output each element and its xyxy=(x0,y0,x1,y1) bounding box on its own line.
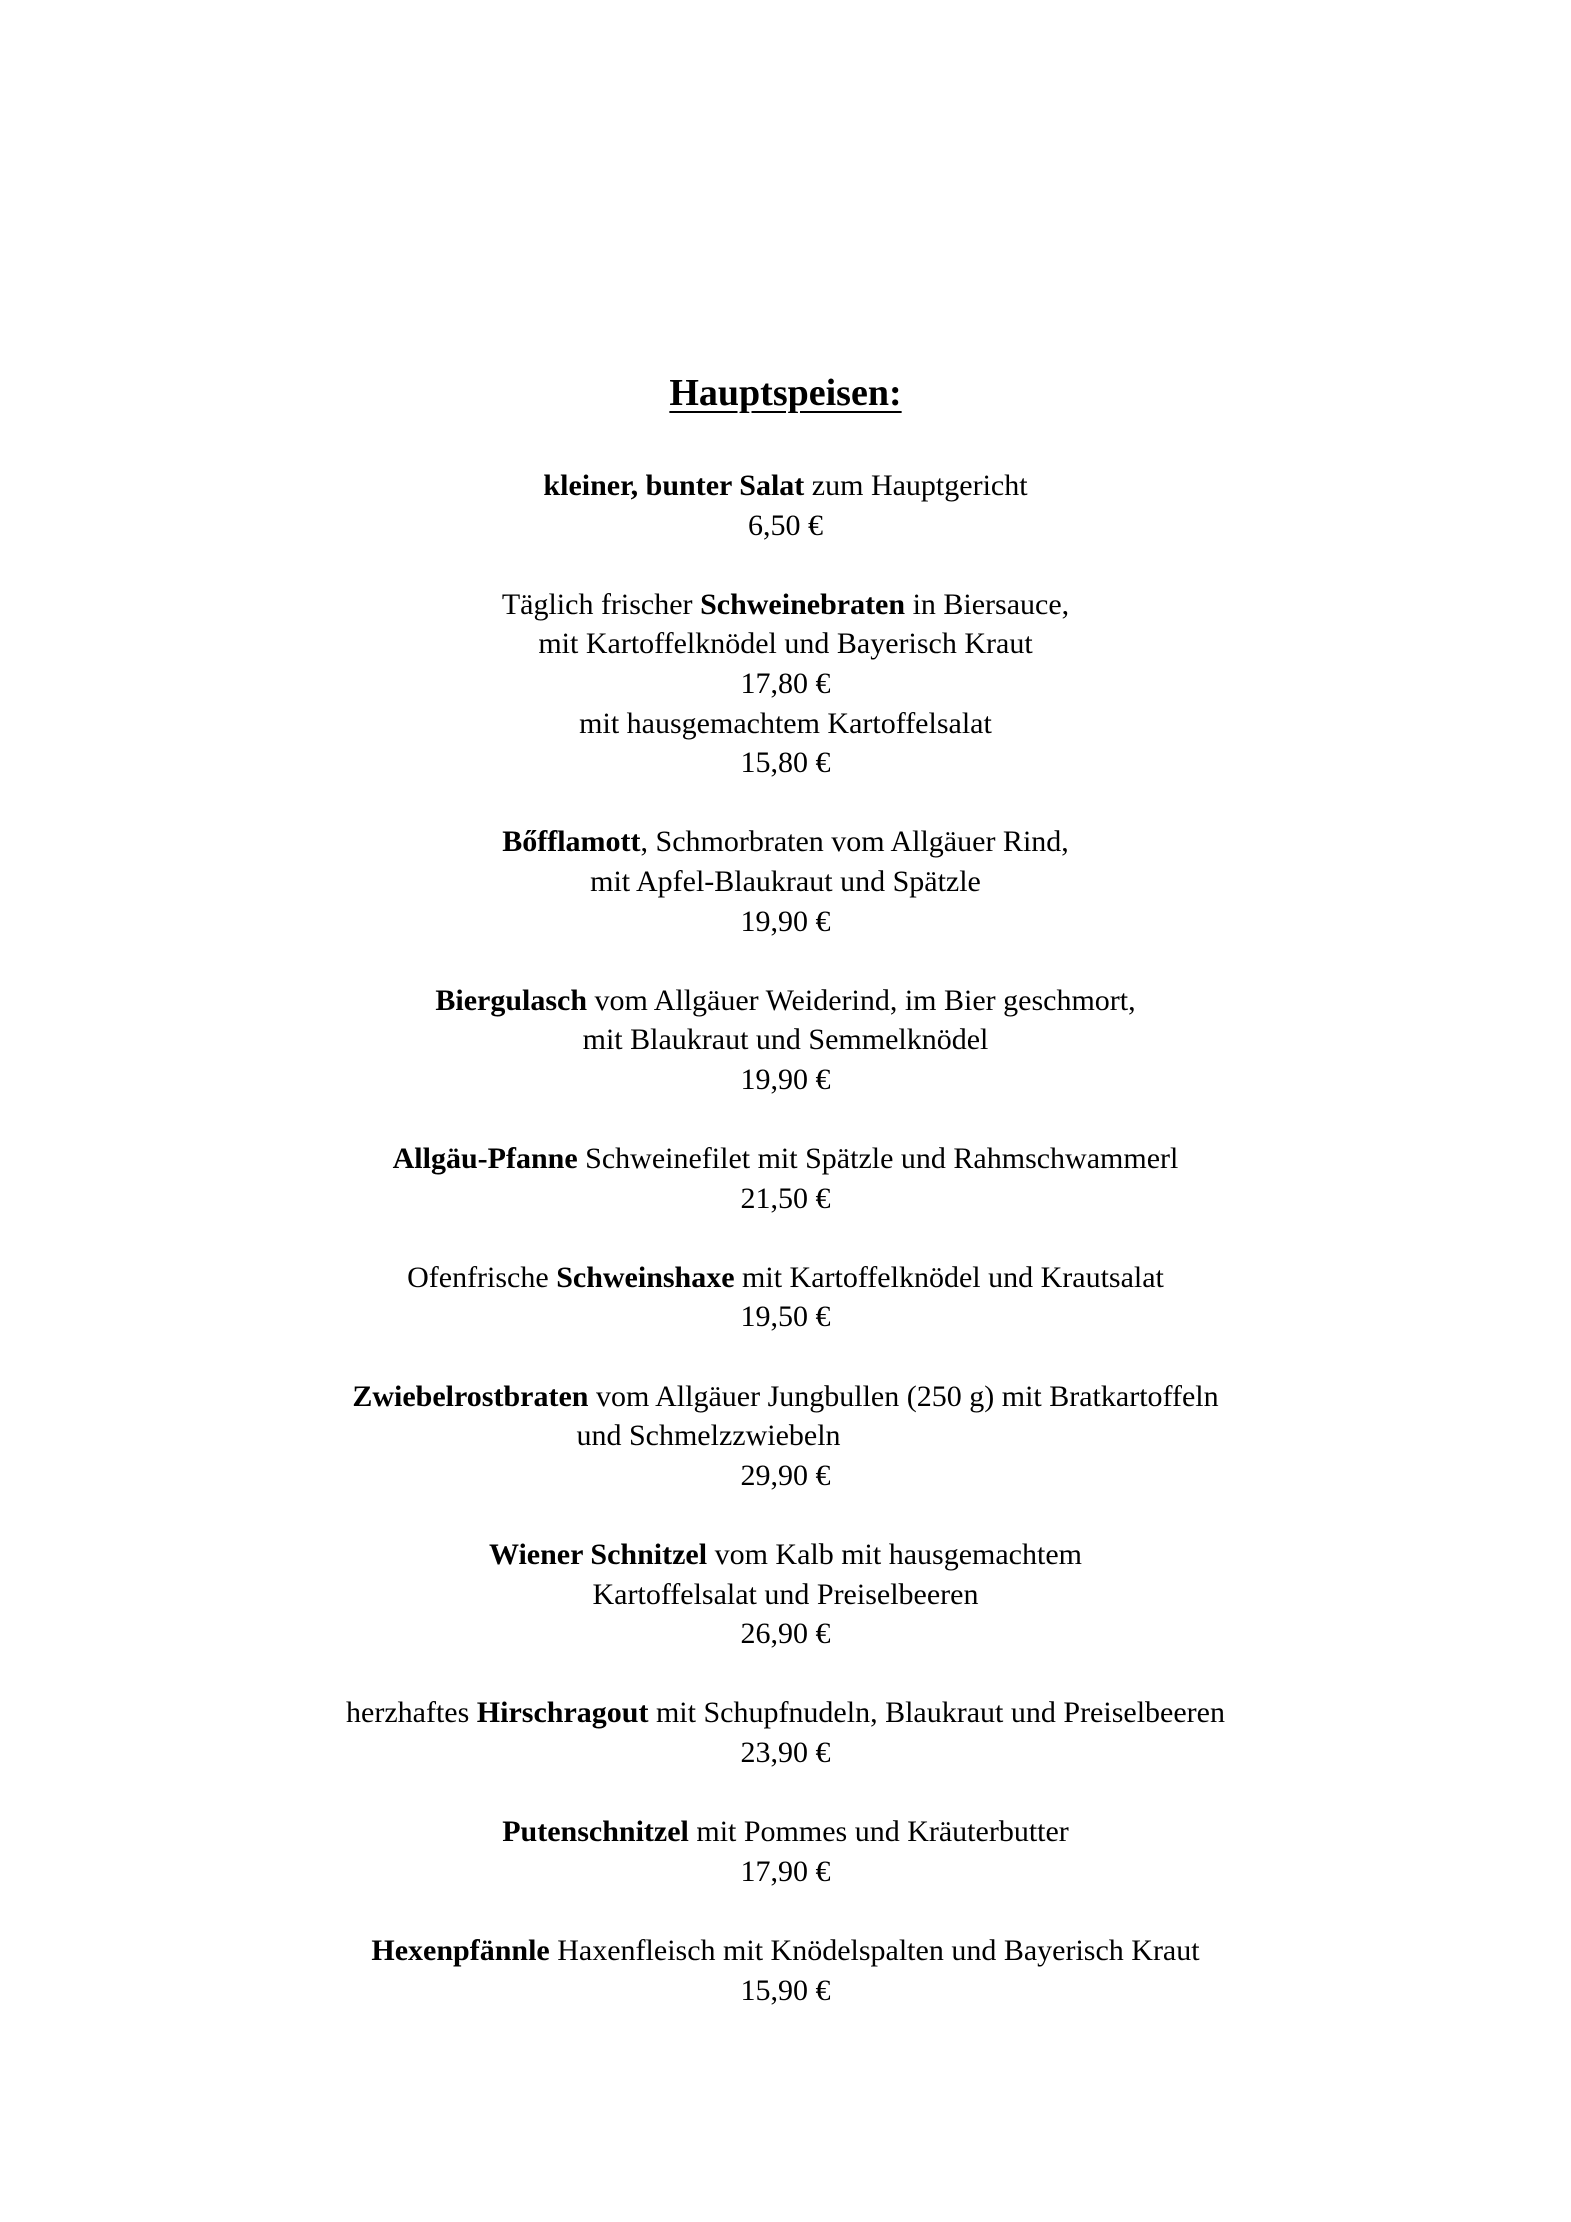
menu-item-text: , Schmorbraten vom Allgäuer Rind, xyxy=(640,825,1069,859)
menu-item-text: 26,90 € xyxy=(740,1617,831,1651)
menu-item-text: mit Blaukraut und Semmelknödel xyxy=(582,1023,989,1057)
menu-item-line xyxy=(0,1812,1571,1852)
menu-item-text: mit Apfel-Blaukraut und Spätzle xyxy=(590,864,981,898)
menu-item-line xyxy=(0,624,1571,664)
menu-item-text: Kartoffelsalat und Preiselbeeren xyxy=(592,1577,979,1611)
menu-item xyxy=(0,466,1571,545)
menu-item-price xyxy=(0,1179,1571,1219)
dish-name: kleiner, bunter Salat xyxy=(543,469,805,502)
menu-item-line xyxy=(0,1258,1571,1298)
menu-item-line xyxy=(0,1020,1571,1060)
menu-item-text: 23,90 € xyxy=(740,1736,831,1769)
menu-item xyxy=(0,981,1571,1100)
menu-item-line xyxy=(0,862,1571,902)
menu-item-text: 21,50 € xyxy=(740,1181,831,1215)
menu-item-text: mit hausgemachtem Kartoffelsalat xyxy=(579,706,992,740)
menu-item-text: zum Hauptgericht xyxy=(804,469,1028,502)
menu-item-line xyxy=(0,704,1571,744)
menu-item-prefix: herzhaftes xyxy=(346,1696,477,1730)
dish-name: Hexenpfännle xyxy=(371,1933,550,1967)
dish-name: Zwiebelrostbraten xyxy=(352,1379,589,1413)
menu-item-text: mit Schupfnudeln, Blaukraut und Preiselbeeren xyxy=(648,1696,1225,1730)
menu-item-text: 17,90 € xyxy=(740,1854,831,1888)
dish-name: Biergulasch xyxy=(435,983,588,1017)
menu-item-price xyxy=(0,902,1571,942)
menu-item-price xyxy=(0,1614,1571,1654)
menu-list xyxy=(0,466,1571,2050)
menu-item-text: in Biersauce, xyxy=(905,587,1070,621)
menu-item xyxy=(0,1812,1571,1891)
menu-item-price xyxy=(0,1060,1571,1100)
menu-item-line xyxy=(0,822,1571,862)
menu-item-price xyxy=(0,1456,1571,1496)
menu-item-text: Haxenfleisch mit Knödelspalten und Bayerisch Kraut xyxy=(549,1933,1200,1967)
menu-item xyxy=(0,1693,1571,1772)
menu-item-text: mit Pommes und Kräuterbutter xyxy=(688,1815,1069,1849)
menu-item-prefix: Ofenfrische xyxy=(407,1260,557,1294)
menu-item-line xyxy=(0,1693,1571,1733)
dish-name: Bőfflamott xyxy=(502,825,641,859)
menu-item-line xyxy=(0,1535,1571,1575)
menu-item-text: 19,90 € xyxy=(740,904,831,938)
menu-item-line xyxy=(0,466,1571,506)
menu-item-line xyxy=(0,981,1571,1021)
menu-item xyxy=(0,1535,1571,1654)
menu-item-text: 15,90 € xyxy=(740,1973,831,2007)
menu-item-price xyxy=(0,506,1571,546)
menu-item-text: 19,90 € xyxy=(740,1062,831,1096)
menu-item-text: mit Kartoffelknödel und Krautsalat xyxy=(734,1260,1164,1294)
menu-item-line xyxy=(0,1139,1571,1179)
menu-item-price xyxy=(0,1733,1571,1773)
menu-item-price xyxy=(0,743,1571,783)
dish-name: Allgäu-Pfanne xyxy=(392,1142,578,1176)
menu-item-line xyxy=(0,1377,1571,1417)
menu-item-text: 29,90 € xyxy=(740,1458,831,1492)
menu-item-prefix: Täglich frischer xyxy=(501,587,701,621)
menu-item-text: und Schmelzzwiebeln xyxy=(576,1419,841,1453)
menu-item xyxy=(0,822,1571,941)
menu-item-text: 19,50 € xyxy=(740,1300,831,1334)
menu-item-text: mit Kartoffelknödel und Bayerisch Kraut xyxy=(538,627,1033,661)
page-title: Hauptspeisen: xyxy=(669,372,902,414)
menu-item xyxy=(0,1931,1571,2010)
dish-name: Schweinshaxe xyxy=(556,1260,735,1294)
menu-item-price xyxy=(0,664,1571,704)
dish-name: Schweinebraten xyxy=(700,587,906,621)
menu-item-text: 6,50 € xyxy=(748,508,823,542)
menu-item xyxy=(0,1258,1571,1337)
menu-item-line xyxy=(0,1931,1571,1971)
menu-item xyxy=(0,1139,1571,1218)
dish-name: Wiener Schnitzel xyxy=(489,1538,708,1572)
menu-item-price xyxy=(0,1971,1571,2011)
menu-item-line xyxy=(0,585,1571,625)
dish-name: Putenschnitzel xyxy=(502,1815,689,1849)
menu-item xyxy=(0,1377,1571,1496)
menu-item-text: 17,80 € xyxy=(740,666,831,700)
menu-item-text: vom Kalb mit hausgemachtem xyxy=(707,1538,1082,1572)
menu-item-price xyxy=(0,1297,1571,1337)
menu-item-text: Schweinefilet mit Spätzle und Rahmschwammerl xyxy=(577,1142,1179,1176)
dish-name: Hirschragout xyxy=(476,1696,649,1730)
menu-item-line xyxy=(0,1575,1571,1615)
menu-item-text: vom Allgäuer Jungbullen (250 g) mit Bratkartoffeln xyxy=(588,1379,1219,1413)
menu-item-price xyxy=(0,1852,1571,1892)
menu-item-text: vom Allgäuer Weiderind, im Bier geschmort, xyxy=(587,983,1136,1017)
menu-item-line xyxy=(0,1416,1494,1456)
menu-item-text: 15,80 € xyxy=(740,746,831,780)
menu-item xyxy=(0,585,1571,783)
